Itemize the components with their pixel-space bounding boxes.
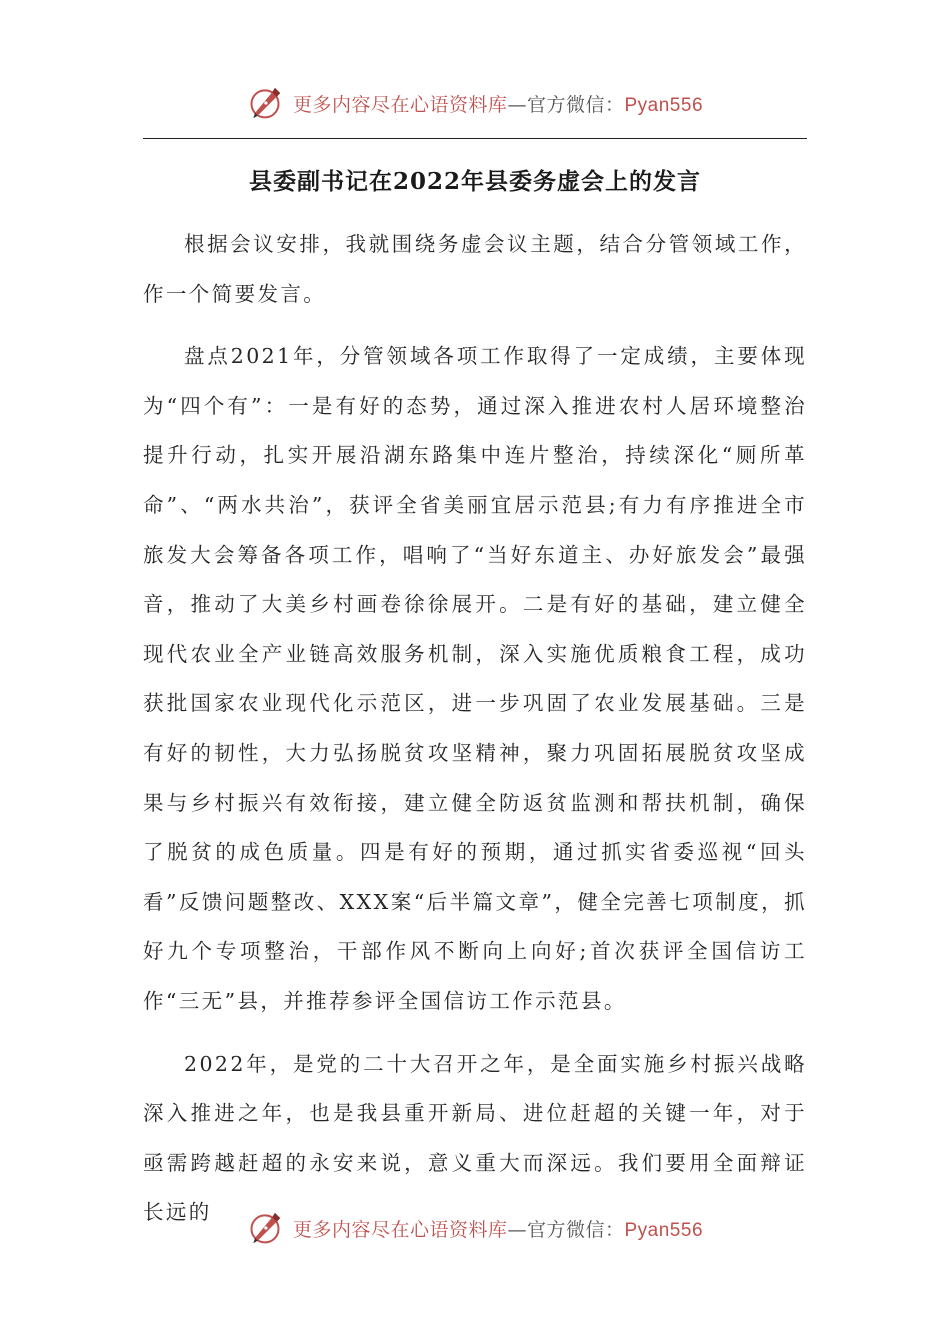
header-divider [143,138,807,139]
pen-nib-logo-icon [247,85,283,121]
footer-banner-wechat-id: Pyan556 [624,1219,704,1241]
header-banner-official: 官方微信： [526,93,625,116]
footer-banner-site: 更多内容尽在心语资料库 [292,1218,508,1241]
header-banner-text [293,90,703,117]
footer-banner [0,1203,950,1253]
paragraph-3: 2022年，是党的二十大召开之年，是全面实施乡村振兴战略深入推进之年，也是我县重开新局、进位赶超的关键一年，对于亟需跨越赶超的永安来说，意义重大而深远。我们要用全面辩证长远的 [143,1051,807,1225]
header-banner-dash: — [507,93,527,116]
paragraph-1: 根据会议安排，我就围绕务虚会议主题，结合分管领域工作，作一个简要发言。 [143,232,807,306]
document-body [143,220,807,1251]
footer-banner-text [293,1215,703,1242]
footer-banner-official: 官方微信： [526,1218,625,1241]
header-banner [0,78,950,128]
paragraph-2: 盘点2021年，分管领域各项工作取得了一定成绩，主要体现为“四个有”：一是有好的态势，通过深入推进农村人居环境整治提升行动，扎实开展沿湖东路集中连片整治，持续深化“厕所革命”、“两水共治”，获评全省美丽宜居示范县;有力有序推进全市旅发大会筹备各项工作，唱响了“当好东道主、办好旅发会”最强音，推动了大美乡村画卷徐徐展开。二是有好的基础，建立健全现代农业全产业链高效服务机制，深入实施优质粮食工程，成功获批国家农业现代化示范区，进一步巩固了农业发展基础。三是有好的韧性，大力弘扬脱贫攻坚精神，聚力巩固拓展脱贫攻坚成果与乡村振兴有效衔接，建立健全防返贫监测和帮扶机制，确保了脱贫的成色质量。四是有好的预期，通过抓实省委巡视“回头看”反馈问题整改、XXX案“后半篇文章”，健全完善七项制度，抓好九个专项整治，干部作风不断向上向好;首次获评全国信访工作“三无”县，并推荐参评全国信访工作示范县。 [143,344,807,1013]
page-title: 县委副书记在2022年县委务虚会上的发言 [248,168,701,195]
header-banner-site: 更多内容尽在心语资料库 [292,93,508,116]
footer-banner-dash: — [507,1218,527,1241]
header-banner-wechat-id: Pyan556 [624,94,704,116]
pen-nib-logo-icon [247,1210,283,1246]
